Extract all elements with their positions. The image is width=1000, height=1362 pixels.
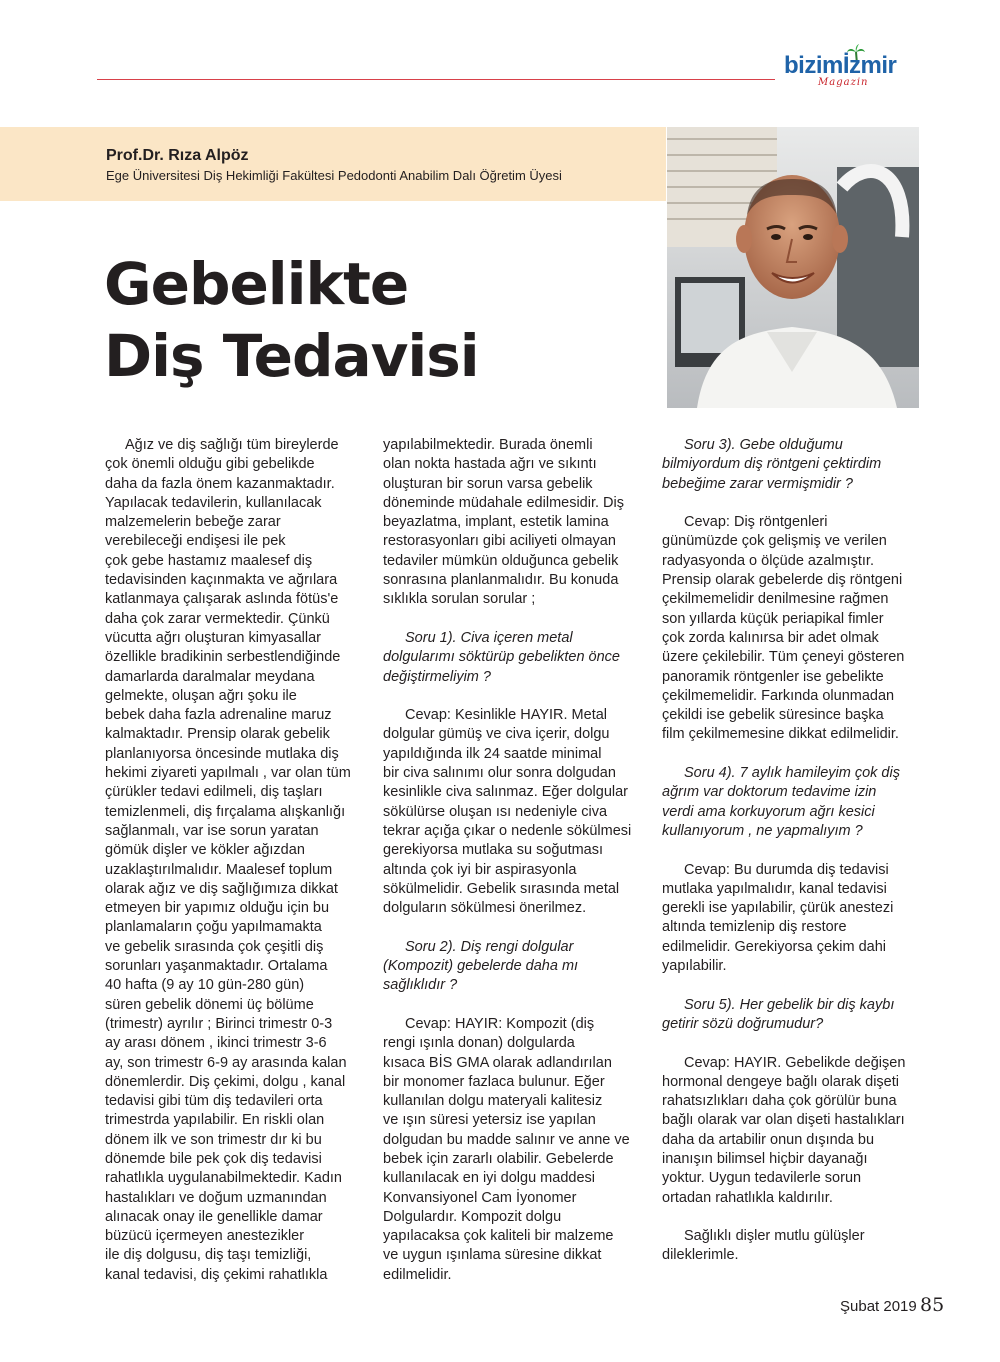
body-line: sorunları yaşanmaktadır. Ortalama <box>105 958 328 975</box>
body-line: bağlı olarak var olan dişeti hastalıkları <box>662 1112 905 1129</box>
body-line: yapılabilmektedir. Burada önemli <box>383 437 593 453</box>
paragraph-gap <box>662 1208 920 1227</box>
body-line: ve gebelik sırasında çok çeşitli diş <box>105 938 324 955</box>
body-line: ortadan rahatlıkla kaldırılır. <box>662 1189 833 1206</box>
body-line: daha da fazla önem kazanmaktadır. <box>105 475 335 492</box>
author-band <box>0 127 666 201</box>
body-line: Konvansiyonel Cam İyonomer <box>383 1189 577 1206</box>
body-line: alınacak onay ile genellikle damar <box>105 1208 323 1225</box>
question-line: değiştirmeliyim ? <box>383 668 491 685</box>
body-line: rengi ışınla donan) dolgularda <box>383 1035 575 1052</box>
body-line: (trimestr) ayrılır ; Birinci trimestr 0-3 <box>105 1015 333 1032</box>
paragraph-gap <box>662 494 920 513</box>
body-line: sökülmelidir. Gebelik sırasında metal <box>383 880 620 897</box>
body-line: oluşturan bir sorun varsa gebelik <box>383 475 593 492</box>
body-line: film çekilmemesine dikkat edilmelidir. <box>662 726 899 743</box>
body-line: Cevap: Diş röntgenleri <box>684 514 828 531</box>
body-line: dileklerimle. <box>662 1247 739 1264</box>
body-line: rahatsızlıkları daha çok görülür buna <box>662 1093 897 1110</box>
author-photo <box>667 127 919 408</box>
body-line: Yapılacak tedavilerin, kullanılacak <box>105 494 322 511</box>
body-line: inanışın bilimsel hiçbir dayanağı <box>662 1150 868 1167</box>
author-title: Ege Üniversitesi Diş Hekimliği Fakültesi Pedodonti Anabilim Dalı Öğretim Üyesi <box>106 168 562 183</box>
question-line: Soru 1). Civa içeren metal <box>405 629 573 646</box>
body-line: verebileceği endişesi ile pek <box>105 533 286 550</box>
body-line: sağlanmalı, var ise sorun yaratan <box>105 822 319 839</box>
body-line: planlamaların çoğu yapılmamakta <box>105 919 322 936</box>
body-line: tekrar açığa çıkar o nedenle sökülmesi <box>383 822 632 839</box>
question-line: getirir sözü doğrumudur? <box>662 1015 824 1032</box>
body-line: uzaklaştırılmalıdır. Maalesef toplum <box>105 861 333 878</box>
body-line: temizlenmeli, diş fırçalama alışkanlığı <box>105 803 346 820</box>
question-line: Soru 2). Diş rengi dolgular <box>405 938 574 955</box>
body-line: bebek daha fazla adrenaline maruz <box>105 707 332 724</box>
body-line: döneminde müdahale edilmesidir. Diş <box>383 494 624 511</box>
body-line: dönem ilk ve son trimestr dır ki bu <box>105 1131 322 1148</box>
body-line: mutlaka yapılmalıdır, kanal tedavisi <box>662 880 887 897</box>
question-line: (Kompozit) gebelerde daha mı <box>383 958 579 975</box>
body-line: radyasyonda o ölçüde azalmıştır. <box>662 552 874 569</box>
body-line: daha çok zarar vermektedir. Çünkü <box>105 610 330 627</box>
body-line: çok zorda kalınırsa bir adet olmak <box>662 629 879 646</box>
body-line: Cevap: HAYIR: Kompozit (diş <box>405 1015 595 1032</box>
body-line: kesinlikle civa salınmaz. Eğer dolgular <box>383 784 628 801</box>
body-line: sonrasına planlanmalıdır. Bu konuda <box>383 572 619 589</box>
issue-date: Şubat 2019 <box>840 1298 917 1315</box>
body-line: altında çok iyi bir aspirasyonla <box>383 861 577 878</box>
question-line: ağrım var doktorum tedavime izin <box>662 784 877 801</box>
paragraph-gap <box>383 687 641 706</box>
body-line: yapılacaksa çok kaliteli bir malzeme <box>383 1228 614 1245</box>
body-line: tedavisinden kaçınmakta ve ağrılara <box>105 572 338 589</box>
body-line: dolgudan bu madde salınır ve anne ve <box>383 1131 630 1148</box>
body-line: çekilmemelidir denilmesine rağmen <box>662 591 889 608</box>
body-line: çekilmemelidir. Farkında olunmadan <box>662 687 895 704</box>
body-line: ve uygun ışınlama süresine dikkat <box>383 1247 602 1264</box>
body-line: çok gebe hastamız maalesef diş <box>105 552 313 569</box>
body-line: restorasyonları gibi aciliyeti olmayan <box>383 533 616 550</box>
body-line: sökülürse oluşan ısı nedeniyle civa <box>383 803 608 820</box>
body-line: tedavisi gibi tüm diş tedavileri orta <box>105 1093 323 1110</box>
article-column-2 <box>383 436 641 1285</box>
question-line: sağlıklıdır ? <box>383 977 458 994</box>
question-line: Soru 3). Gebe olduğumu <box>684 437 843 453</box>
body-line: Ağız ve diş sağlığı tüm bireylerde <box>125 437 339 453</box>
brand-subtitle: Magazin <box>818 77 869 88</box>
body-line: malzemelerin bebeğe zarar <box>105 514 281 531</box>
author-name: Prof.Dr. Rıza Alpöz <box>106 147 249 164</box>
paragraph-gap <box>662 976 920 995</box>
body-line: Cevap: Kesinlikle HAYIR. Metal <box>405 707 608 724</box>
article-column-3 <box>662 436 920 1266</box>
body-line: yapılabilir. <box>662 958 727 975</box>
body-line: ay arası dönem , ikinci trimestr 3-6 <box>105 1035 327 1052</box>
body-line: yapıldığında ilk 24 saatde minimal <box>383 745 602 762</box>
body-line: kanal tedavisi, diş çekimi rahatlıkla <box>105 1266 328 1283</box>
body-line: olan nokta hastada ağrı ve sıkıntı <box>383 456 597 473</box>
body-line: Sağlıklı dişler mutlu gülüşler <box>684 1228 865 1245</box>
body-line: çok önemli olduğu gibi gebelikde <box>105 456 315 473</box>
body-line: bir civa salınımı olur sonra dolgudan <box>383 765 616 782</box>
paragraph-gap <box>383 996 641 1015</box>
question-line: kullanıyorum , ne yapmalıyım ? <box>662 822 863 839</box>
body-line: trimestrda yapılabilir. En riskli olan <box>105 1112 325 1129</box>
body-line: yoktur. Uygun tedavilerle sorun <box>662 1170 862 1187</box>
body-line: kullanılacak en iyi dolgu maddesi <box>383 1170 595 1187</box>
paragraph-gap <box>383 918 641 937</box>
body-line: Cevap: Bu durumda diş tedavisi <box>684 861 889 878</box>
paragraph-gap <box>383 610 641 629</box>
body-line: gelmekte, oluşan ağrı şoku ile <box>105 687 297 704</box>
paragraph-gap <box>662 1034 920 1053</box>
body-line: hekimi ziyareti yapılmalı , var olan tüm <box>105 765 351 782</box>
body-line: gömük dişler ve kökler ağızdan <box>105 842 305 859</box>
body-line: panoramik röntgenler ise gebelikte <box>662 668 884 685</box>
body-line: çekildi ise gebelik süresince başka <box>662 707 884 724</box>
title-line-1: Gebelikte <box>104 250 409 318</box>
body-line: Dolgulardır. Kompozit dolgu <box>383 1208 562 1225</box>
paragraph-gap <box>662 745 920 764</box>
body-line: süren gebelik dönemi üç bölüme <box>105 996 314 1013</box>
body-line: daha da artabilir onun dışında bu <box>662 1131 875 1148</box>
body-line: bir monomer fazlaca bulunur. Eğer <box>383 1073 605 1090</box>
paragraph-gap <box>662 841 920 860</box>
body-line: edilmelidir. <box>383 1266 452 1283</box>
body-line: Cevap: HAYIR. Gebelikde değişen <box>684 1054 906 1071</box>
body-line: dönemlerdir. Diş çekimi, dolgu , kanal <box>105 1073 346 1090</box>
question-line: Soru 4). 7 aylık hamileyim çok diş <box>684 765 900 782</box>
question-line: verdi ama korkuyorum ağrı kesici <box>662 803 875 820</box>
article-title <box>104 248 479 392</box>
brand-logo <box>782 44 922 96</box>
body-line: katlanmaya çalışarak aslında fötüs'e <box>105 591 339 608</box>
body-line: dönemde bile pek çok diş tedavisi <box>105 1150 322 1167</box>
body-line: dolgular gümüş ve civa içerir, dolgu <box>383 726 610 743</box>
body-line: ile diş dolgusu, diş taşı temizliği, <box>105 1247 312 1264</box>
body-line: kısaca BİS GMA olarak adlandırılan <box>383 1054 612 1071</box>
body-line: Prensip olarak gebelerde diş röntgeni <box>662 572 903 589</box>
body-line: damarlarda daralmalar meydana <box>105 668 315 685</box>
body-line: dolguların sökülmesi önerilmez. <box>383 900 587 917</box>
body-line: kalmaktadır. Prensip olarak gebelik <box>105 726 330 743</box>
body-line: vücutta ağrı oluşturan kimyasallar <box>105 629 321 646</box>
body-line: günümüzde çok gelişmiş ve verilen <box>662 533 887 550</box>
brand-name: bizimİzmir <box>784 52 897 79</box>
question-line: bilmiyordum diş röntgeni çektirdim <box>662 456 882 473</box>
body-line: etmeyen bir yapımız olduğu için bu <box>105 900 330 917</box>
title-line-2: Diş Tedavisi <box>104 322 479 390</box>
question-line: bebeğime zarar vermişmidir ? <box>662 475 853 492</box>
body-line: beyazlatma, implant, estetik lamina <box>383 514 609 531</box>
body-line: üzere çekilebilir. Tüm çeneyi gösteren <box>662 649 905 666</box>
body-line: çürükler tedavi edilmeli, diş taşları <box>105 784 323 801</box>
body-line: özellikle bradikinin serbestlendiğinde <box>105 649 341 666</box>
body-line: hormonal dengeye bağlı olarak dişeti <box>662 1073 899 1090</box>
body-line: gerekiyorsa mutlaka su soğutması <box>383 842 604 859</box>
body-line: tedaviler mümkün olduğunca gebelik <box>383 552 619 569</box>
body-line: ve ışın süresi yetersiz ise yapılan <box>383 1112 596 1129</box>
header-rule <box>97 79 775 80</box>
body-line: son yıllarda küçük periapikal fimler <box>662 610 884 627</box>
body-line: 40 hafta (9 ay 10 gün-280 gün) <box>105 977 305 994</box>
body-line: büzücü içermeyen anestezikler <box>105 1228 305 1245</box>
body-line: kullanılan dolgu materyali kalitesiz <box>383 1093 603 1110</box>
body-line: hastalıkları ve doğum uzmanından <box>105 1189 327 1206</box>
body-line: sıklıkla sorulan sorular ; <box>383 591 536 608</box>
question-line: dolgularımı söktürüp gebelikten önce <box>383 649 620 666</box>
page-number: 85 <box>920 1294 945 1316</box>
article-column-1 <box>105 436 363 1285</box>
body-line: rahatlıkla uygulanabilmektedir. Kadın <box>105 1170 342 1187</box>
body-line: bebek için zararlı olabilir. Gebelerde <box>383 1150 614 1167</box>
body-line: altında temizlenip diş restore <box>662 919 847 936</box>
question-line: Soru 5). Her gebelik bir diş kaybı <box>684 996 895 1013</box>
body-line: ay, son trimestr 6-9 ay arasında kalan <box>105 1054 347 1071</box>
body-line: gerekli ise yapılabilir, çürük anestezi <box>662 900 894 917</box>
body-line: planlanıyorsa öncesinde mutlaka diş <box>105 745 339 762</box>
body-line: edilmelidir. Gerekiyorsa çekim dahi <box>662 938 887 955</box>
body-line: olarak ağız ve diş sağlığımıza dikkat <box>105 880 338 897</box>
